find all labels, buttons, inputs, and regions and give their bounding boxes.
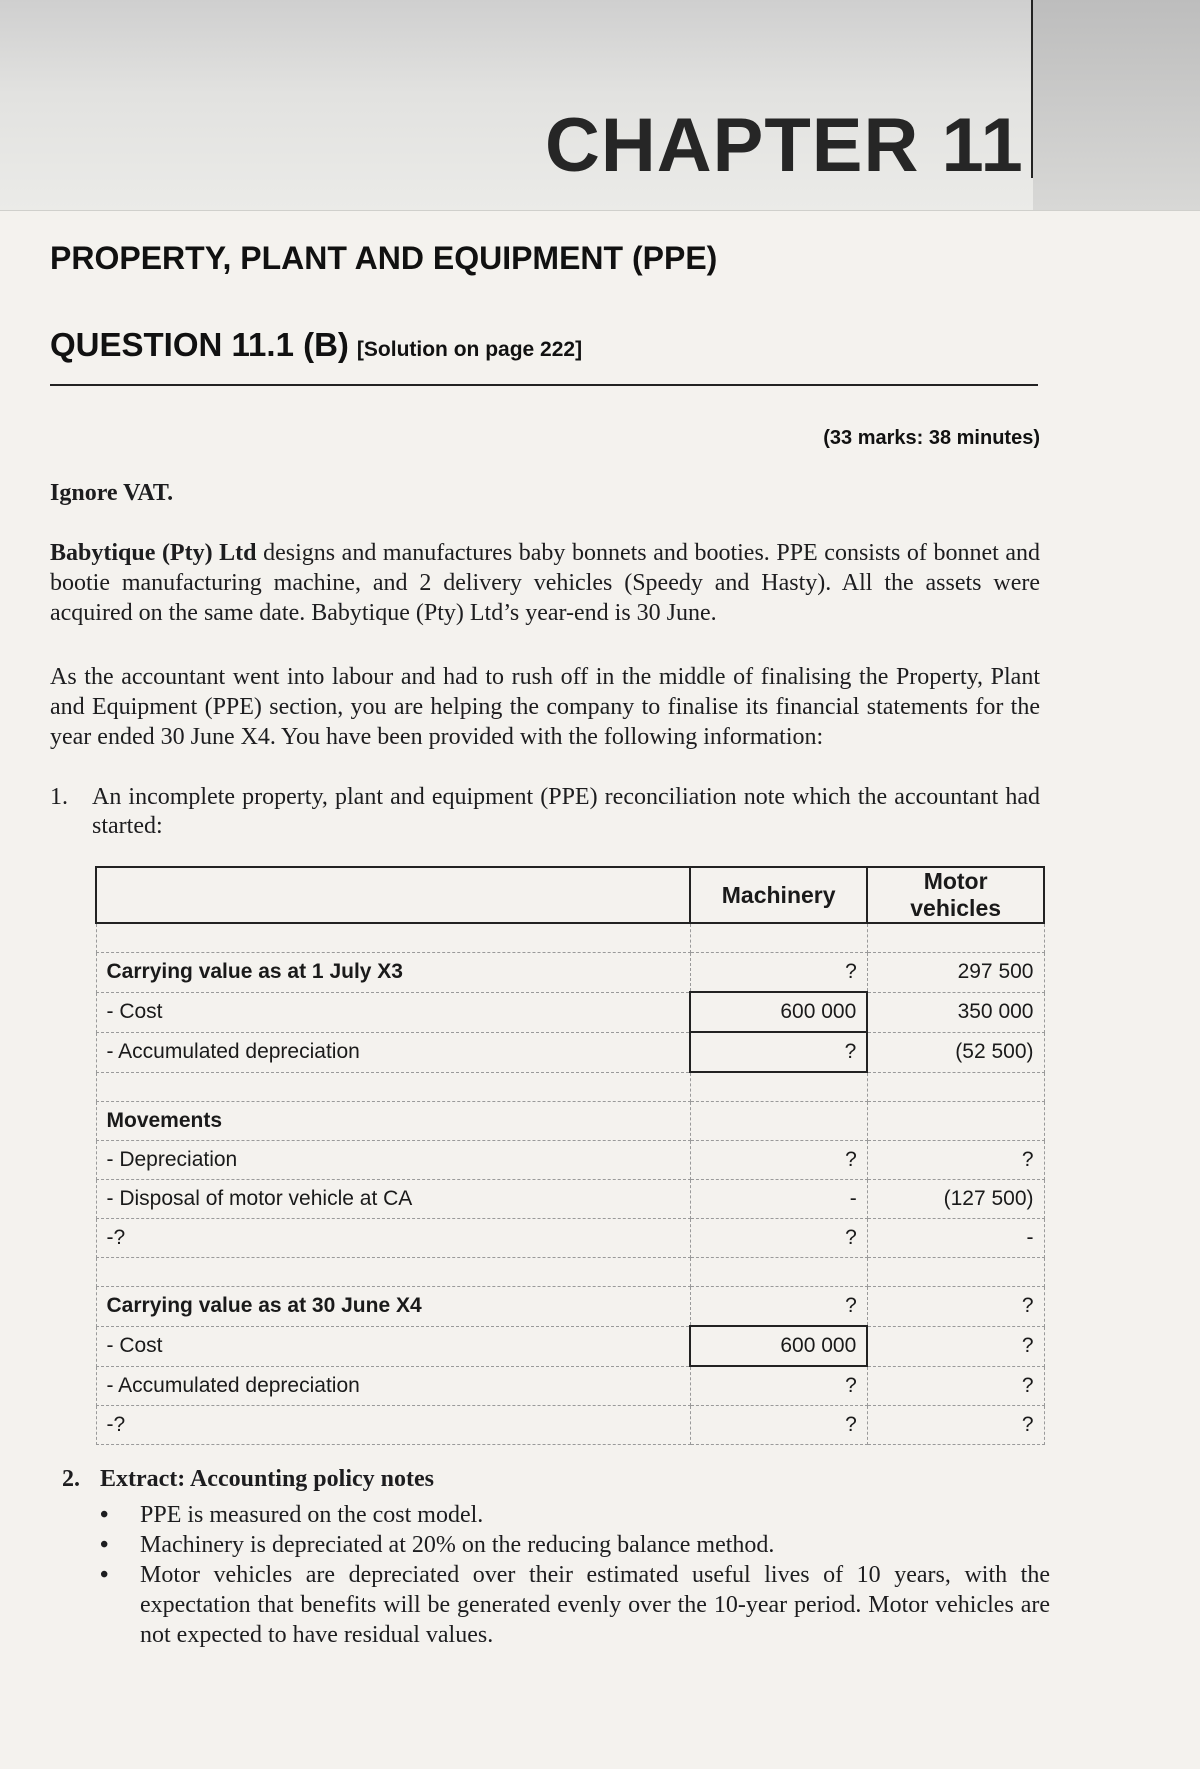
spacer-row (96, 1072, 1044, 1102)
motor-cell: ? (867, 1366, 1044, 1406)
table-row (96, 1180, 1044, 1219)
row-label: Carrying value as at 30 June X4 (96, 1287, 690, 1327)
title-rule (50, 384, 1038, 386)
row-label: - Cost (96, 1326, 690, 1366)
ignore-vat-instruction (50, 478, 1040, 508)
header-motor-vehicles: Motor vehicles (867, 867, 1044, 923)
table-row (96, 1366, 1044, 1406)
machinery-cell: 600 000 (690, 992, 867, 1032)
ignore-vat-text: Ignore VAT. (50, 480, 174, 506)
machinery-cell: ? (690, 1287, 867, 1327)
question-title (50, 326, 582, 364)
machinery-cell: ? (690, 1219, 867, 1258)
solution-reference: [Solution on page 222] (356, 338, 583, 361)
motor-cell: - (867, 1219, 1044, 1258)
motor-cell: ? (867, 1406, 1044, 1445)
list-item (100, 1530, 1050, 1560)
machinery-cell: ? (690, 1141, 867, 1180)
table-row (96, 1219, 1044, 1258)
row-label: - Disposal of motor vehicle at CA (96, 1180, 690, 1219)
policy-text: Motor vehicles are depreciated over their estimated useful lives of 10 years, with the expectation that benefits will be generated evenly over the 10-year period. Motor vehicles are not expected to have residual values. (140, 1562, 1050, 1648)
machinery-cell: ? (690, 1366, 867, 1406)
list-item (100, 1500, 1050, 1530)
section-title: PROPERTY, PLANT AND EQUIPMENT (PPE) (50, 240, 718, 276)
item-2-heading: Extract: Accounting policy notes (100, 1466, 434, 1492)
row-label: - Accumulated depreciation (96, 1366, 690, 1406)
machinery-cell: - (690, 1180, 867, 1219)
motor-cell: 350 000 (867, 992, 1044, 1032)
motor-cell: ? (867, 1326, 1044, 1366)
chapter-title: CHAPTER 11 (545, 103, 1024, 188)
motor-cell: (52 500) (867, 1032, 1044, 1072)
bullet-icon: • (100, 1502, 109, 1528)
question-number: QUESTION 11.1 (B) (50, 326, 349, 363)
table-row (96, 992, 1044, 1032)
motor-cell (867, 1102, 1044, 1141)
item-2-number: 2. (62, 1466, 80, 1492)
motor-cell: (127 500) (867, 1180, 1044, 1219)
spacer-row (96, 1258, 1044, 1287)
spacer-row (96, 923, 1044, 953)
row-label: -? (96, 1219, 690, 1258)
table-row (96, 1032, 1044, 1072)
row-label: - Depreciation (96, 1141, 690, 1180)
bullet-icon: • (100, 1532, 109, 1558)
bullet-icon: • (100, 1562, 109, 1588)
header-blank-cell (96, 867, 690, 923)
item-1-text: An incomplete property, plant and equipment (PPE) reconciliation note which the accountant had started: (92, 784, 1040, 839)
header-machinery: Machinery (690, 867, 867, 923)
ppe-reconciliation-table (95, 866, 1045, 1445)
machinery-cell: ? (690, 1406, 867, 1445)
item-1-number: 1. (50, 784, 68, 810)
table-row (96, 1141, 1044, 1180)
machinery-cell: ? (690, 1032, 867, 1072)
header-shade (1033, 0, 1200, 210)
motor-cell: ? (867, 1141, 1044, 1180)
list-item (100, 1560, 1050, 1650)
company-paragraph (50, 538, 1040, 628)
header-vertical-rule (1031, 0, 1033, 178)
table-row (96, 1326, 1044, 1366)
table-row (96, 1406, 1044, 1445)
policy-text: PPE is measured on the cost model. (140, 1502, 484, 1528)
row-label: Movements (96, 1102, 690, 1141)
machinery-cell: 600 000 (690, 1326, 867, 1366)
row-label: - Cost (96, 992, 690, 1032)
motor-cell: ? (867, 1287, 1044, 1327)
marks-allocation: (33 marks: 38 minutes) (823, 427, 1040, 449)
motor-cell: 297 500 (867, 953, 1044, 993)
table-row (96, 953, 1044, 993)
policy-text: Machinery is depreciated at 20% on the reducing balance method. (140, 1532, 775, 1558)
table-row (96, 1287, 1044, 1327)
machinery-cell (690, 1102, 867, 1141)
table-header-row (96, 867, 1044, 923)
row-label: Carrying value as at 1 July X3 (96, 953, 690, 993)
policy-bullet-list (100, 1500, 1050, 1650)
company-name: Babytique (Pty) Ltd (50, 540, 257, 566)
machinery-cell: ? (690, 953, 867, 993)
table-row (96, 1102, 1044, 1141)
company-description: designs and manufactures baby bonnets and booties. PPE consists of bonnet and bootie manufacturing machine, and 2 delivery vehicles (Speedy and Hasty). All the assets were acquired on the same date. Babytique (Pty) Ltd’s year-end is 30 June. (50, 540, 1040, 626)
row-label: - Accumulated depreciation (96, 1032, 690, 1072)
row-label: -? (96, 1406, 690, 1445)
situation-paragraph: As the accountant went into labour and had to rush off in the middle of finalising the Property, Plant and Equipment (PPE) section, you are helping the company to finalise its financial statements for the year ended 30 June X4. You have been provided with the following information: (50, 664, 1040, 750)
